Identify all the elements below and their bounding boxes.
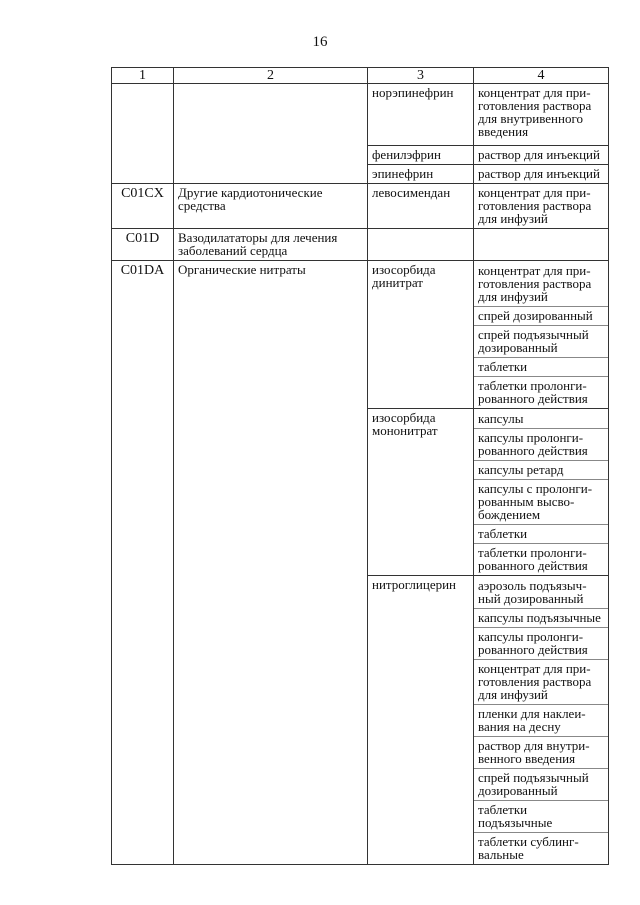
form-item: пленки для наклеи-вания на десну [474,704,608,736]
form-item: концентрат для при-готовления раствора для внутривенного введения [478,85,592,139]
name-cell [174,84,368,184]
form-item: таблетки [474,524,608,543]
inn-cell: фенилэфрин [368,146,474,165]
inn-cell [368,229,474,261]
table-row [112,84,609,146]
form-item: таблетки [474,357,608,376]
header-col-4: 4 [474,68,609,84]
form-item: спрей подъязычный дозированный [474,768,608,800]
inn-cell: эпинефрин [368,165,474,184]
atc-code: C01DA [112,261,174,865]
drug-table [111,67,609,865]
form-item: капсулы с пролонги-рованным высво-бождением [474,479,608,524]
atc-group-name: Вазодилататоры для лечения заболеваний сердца [174,229,368,261]
form-list [474,409,609,576]
inn-cell: изосорбида мононитрат [368,409,474,576]
table-row [112,184,609,229]
inn-cell: нитроглицерин [368,576,474,865]
form-item: спрей подъязычный дозированный [474,325,608,357]
table-header-row [112,68,609,84]
atc-group-name: Другие кардиотонические средства [174,184,368,229]
header-col-1: 1 [112,68,174,84]
atc-code: C01CX [112,184,174,229]
form-list [474,261,609,409]
form-cell: раствор для инъекций [474,165,609,184]
inn-cell: изосорбида динитрат [368,261,474,409]
form-item: таблетки пролонги-рованного действия [474,376,608,408]
header-col-3: 3 [368,68,474,84]
form-cell [474,229,609,261]
form-item: раствор для внутри-венного введения [474,736,608,768]
form-item: капсулы ретард [474,460,608,479]
form-item: капсулы пролонги-рованного действия [474,428,608,460]
form-cell: концентрат для при-готовления раствора для инфузий [474,184,609,229]
inn-cell: левосимендан [368,184,474,229]
form-cell [474,84,609,146]
atc-code: C01D [112,229,174,261]
form-item: аэрозоль подъязыч-ный дозированный [478,578,587,606]
form-item: таблетки подъязычные [474,800,608,832]
form-cell: раствор для инъекций [474,146,609,165]
form-list [474,576,609,865]
code-cell [112,84,174,184]
form-item: таблетки пролонги-рованного действия [474,543,608,575]
page-number: 16 [312,34,328,50]
header-col-2: 2 [174,68,368,84]
form-item: капсулы пролонги-рованного действия [474,627,608,659]
form-item: спрей дозированный [474,306,608,325]
atc-group-name: Органические нитраты [174,261,368,865]
form-item: концентрат для при-готовления раствора для инфузий [474,659,608,704]
form-item: капсулы подъязычные [474,608,608,627]
table-row [112,261,609,409]
inn-cell: норэпинефрин [368,84,474,146]
form-item: концентрат для при-готовления раствора для инфузий [478,263,592,304]
table-row [112,229,609,261]
form-item: капсулы [478,411,524,426]
form-item: таблетки сублинг-вальные [474,832,608,864]
